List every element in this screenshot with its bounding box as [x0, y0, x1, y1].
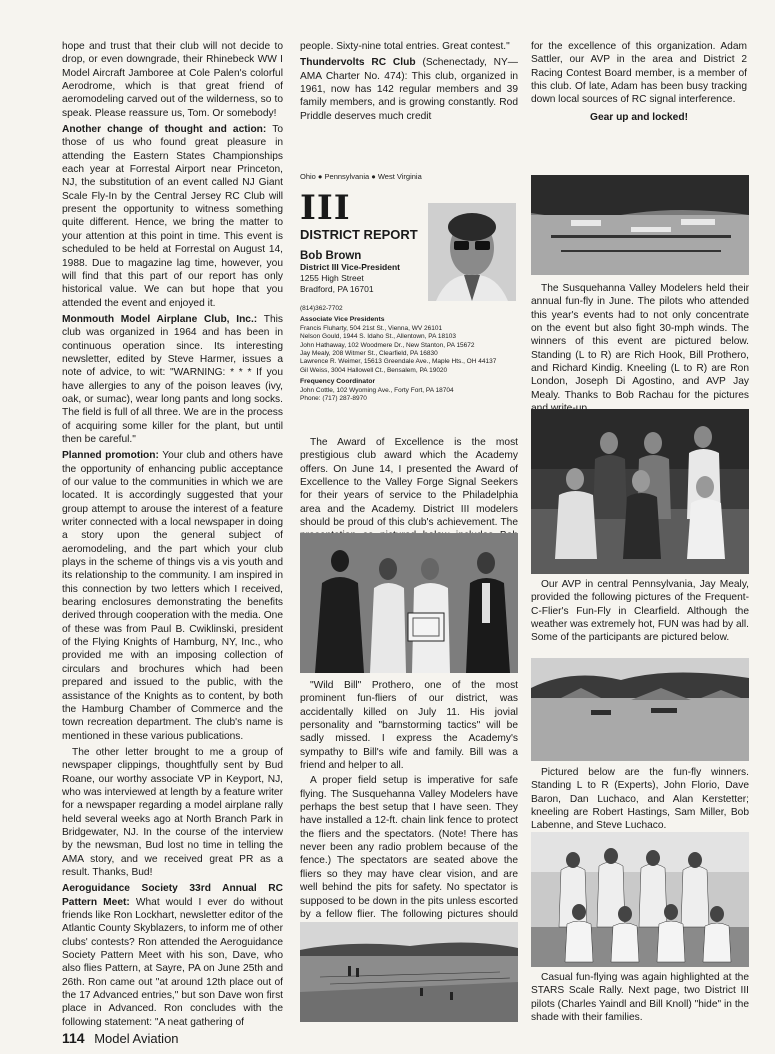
fun-fly-photo-2 [531, 658, 749, 761]
freq-line-0: John Cottle, 102 Wyoming Ave., Forty Fort, PA 18704 [300, 386, 454, 394]
col1-para-2: Monmouth Model Airplane Club, Inc.: This club was organized in 1964 and has been in continuous operation since. Its interesting newsletter, edited by Steve Harmer, issues a note of advice, to wit: "WARNING: * * * If you have allergies to any of the poison leaves (ivy, oak, or sumac), wear long pants and long socks. The field is full of all three. We are in the process of acquiring some killer for the plant, but until then be careful." [62, 313, 283, 445]
district-header [300, 172, 518, 403]
col2-para-0: people. Sixty-nine total entries. Great contest." [300, 41, 510, 52]
prothero-paragraph: "Wild Bill" Prothero, one of the most prominent fun-fliers of our district, was accidentally killed on July 11. His jovial personality and "barnstorming tactics" will be sadly missed. I express the Academy's sympathy to Bill's wife and family. Bill was a friend and helper to all. [300, 680, 518, 772]
col1-para-5: Aeroguidance Society 33rd Annual RC Pattern Meet: What would I ever do without friends like Ron Lockhart, newsletter editor of the Atlantic County Skyblazers, to inform me of other clubs' contests? Ron attended the Aeroguidance Society Pattern Meet with his son, Dave, who also flies Pattern, at Sayre, PA on June 25th and 26th. Ron came out "at around 12th place out of the 17 Advanced entries," but son Dave won first place in Advanced. Ron concludes with the following statement: "A neat gathering of [62, 883, 283, 1028]
col2-para-1: Thundervolts RC Club (Schenectady, NY—AMA Charter No. 474): This club, organized in 1961, now has 142 regular members and 39 family members, and is growing constantly. Rod Priddle deserves much credit [300, 57, 518, 122]
freq-line-1: Phone: (717) 287-8970 [300, 395, 367, 403]
column-1 [62, 40, 283, 1032]
avp-5: Gil Weiss, 3004 Hallowell Ct., Bensalem, PA 19020 [300, 366, 448, 374]
experts-photo [531, 832, 749, 967]
avp-heading: Associate Vice Presidents [300, 316, 385, 324]
fun-fly-photo-1 [531, 175, 749, 275]
page-number: 114 [62, 1030, 85, 1046]
field-photo [300, 922, 518, 1022]
magazine-name: Model Aviation [94, 1031, 179, 1046]
signoff: Gear up and locked! [590, 111, 688, 123]
avp-1: Nelson Gould, 1944 S. Idaho St., Allentown, PA 18103 [300, 333, 456, 341]
vp-address-1: 1255 High Street [300, 273, 364, 283]
field-setup-paragraph: A proper field setup is imperative for safe flying. The Susquehanna Valley Modelers have perhaps the best setup that I have seen. They have installed a 12-ft. chain link fence to protect the fliers and the spectators. (Note! There has never been any radio problem because of the fence.) The spectators are seated above the fliers so they may have clear vision, and are well behind the pits for safety. No spectator is supposed to be down in the pits unless escorted by a fellow flier. The following pictures should [300, 775, 518, 920]
page-footer [62, 1030, 179, 1046]
vp-portrait [428, 203, 516, 301]
vp-phone: (814)362-7702 [300, 305, 343, 312]
vp-name: Bob Brown [300, 250, 362, 262]
avp-2: John Hathaway, 102 Woodmere Dr., New Stanton, PA 15672 [300, 341, 475, 349]
column-3-top [531, 40, 747, 127]
winners-photo [531, 409, 749, 574]
avp-3: Jay Mealy, 208 Witmer St., Clearfield, PA 16830 [300, 350, 438, 358]
portrait-photo [428, 203, 516, 301]
award-photo [300, 533, 518, 673]
avp-0: Francis Fluharty, 504 21st St., Vienna, WV 26101 [300, 324, 443, 332]
freq-heading: Frequency Coordinator [300, 378, 376, 386]
col1-para-3: Planned promotion: Your club and others have the opportunity of enhancing public acceptance of our value to the communities in which we are located. It is accordingly suggested that your group attempt to arouse the interest of a feature writer connected with a local newspaper in doing a story upon the general subject of aeromodeling, and the part which your club plays in the scheme of things vis a vis youth and its relationship to the community. I am inspired in this connection by two letters which I received, bearing enclosures demonstrating the benefits derived through cooperation with the media. One of these was from Paul B. Cwiklinski, president of the Flying Knights of Hamburg, NY, Inc., who provided me with an imposing collection of circulars and brochures which had been prepared and issued to the public, with the assistance of the Knights as to content, by both the Hamburg Chamber of Commerce and the town recreation department. The club's name is mentioned in these various publications. [62, 450, 283, 742]
column-2-top [300, 40, 518, 126]
avp-4: Lawrence R. Weimer, 15613 Greendale Ave., Maple Hts., OH 44137 [300, 358, 497, 366]
caption-stars: Casual fun-flying was again highlighted at the STARS Scale Rally. Next page, two District III pilots (Charles Yaindl and Bill Knoll) "hide" in the shade with their families. [531, 972, 749, 1024]
vp-address-2: Bradford, PA 16701 [300, 284, 374, 294]
caption-clearfield: Our AVP in central Pennsylvania, Jay Mealy, provided the following pictures of the Frequent-C-Flier's Fun-Fly in Clearfield. Although the weather was extremely hot, FUN was had by all. Some of the participants are pictured below. [531, 579, 749, 644]
col1-para-4: The other letter brought to me a group of newspaper clippings, thoughtfully sent by Bud Roane, our worthy associate VP in Keyport, NJ, who was interviewed at length by a feature writer for a newspaper regarding a model airplane rally held several weeks ago at North Branch Park in Bridgewater, NJ. In the course of the interview by the newsman, Bud lost no time in telling the AMA story, and we received great PR as a result. Thanks, Bud! [62, 746, 283, 878]
col3-para-0: for the excellence of this organization. Adam Sattler, our AVP in the area and District 2 Racing Contest Board member, is a member of this club. Of late, Adam has been busy tracking down local sources of RC signal interference. [531, 41, 747, 106]
caption-winners: Pictured below are the fun-fly winners. Standing L to R (Experts), John Florio, Dave Baron, Dan Luchaco, and Alan Kerstetter; kneeling are Robert Hastings, Sam Miller, Bob Labenne, and Steve Luchaco. [531, 767, 749, 832]
district-numeral: III [300, 188, 351, 228]
award-paragraph: The Award of Excellence is the most prestigious club award which the Academy offers. On June 14, I presented the Award of Excellence to the Valley Forge Signal Seekers for their years of service to the Philadelphia area and the Academy. District III modelers should be proud of this club's achievement. The [300, 437, 518, 529]
vp-title: District III Vice-President [300, 262, 400, 272]
district-states: Ohio ● Pennsylvania ● West Virginia [300, 172, 422, 181]
column-2-bottom [300, 679, 518, 935]
col1-para-1: Another change of thought and action: To those of us who found great pleasure in attending the Eastern States Championships each year at Forrestal Airport near Princeton, NJ, the substitution of an event called NJ Giant Scale Fly-In by the Central Jersey RC Club will present the opportunity to witness something quite different. Hence, we bring the matter to your attention at this point in time. This event is scheduled to be held at Forrestal on August 14, 1988. Due to magazine lag time, however, you will find that this part of our report has only historical value. We can but hope that you attended the event and enjoyed it. [62, 124, 283, 309]
district-report-title: DISTRICT REPORT [300, 227, 418, 242]
col1-para-0: hope and trust that their club will not decide to drop, or even downgrade, their Rhinebeck WW I Model Aircraft Jamboree at Cole Palen's colorful Aerodrome, which is that great friend of aeromodeling carved out of the wilderness, so to speak. Please reassure us, Tom. Or somebody! [62, 41, 283, 119]
caption-susquehanna: The Susquehanna Valley Modelers held their annual fun-fly in June. The pilots who attended this year's events had to not only concentrate on the event but also fight 30-mph winds. The winners of this event are pictured below. Standing (L to R) are Rich Hook, Bill Prothero, and Richard Kindig. Kneeling (L to R) are Ron London, Joseph Di Agostino, and AVP Jay Mealy. Thanks to Bob Rachau for the pictures [531, 283, 749, 401]
